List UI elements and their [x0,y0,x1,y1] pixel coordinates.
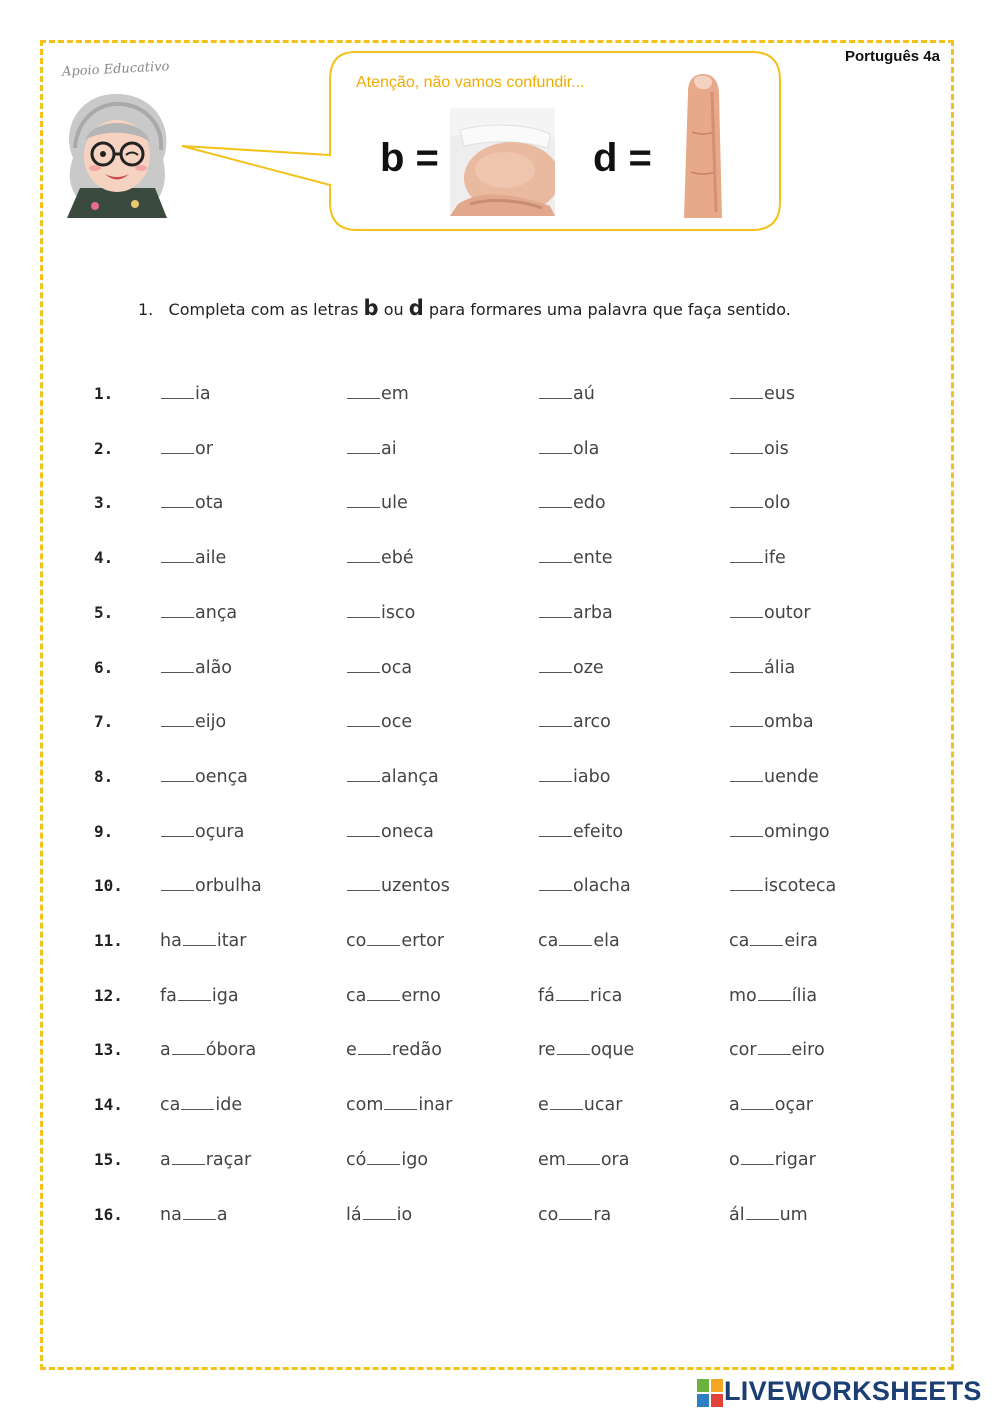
row-number: 1. [94,384,114,403]
word-item [538,658,604,678]
exercise-row [0,1205,1000,1235]
exercise-row [0,1095,1000,1125]
word-suffix: oce [381,712,413,733]
word-suffix: eira [784,931,818,951]
letter-blank[interactable] [539,548,572,563]
letter-blank[interactable] [363,1205,396,1220]
word-suffix: eijo [195,712,227,733]
exercise-row [0,1150,1000,1180]
letter-blank[interactable] [539,384,572,399]
letter-blank[interactable] [741,1095,774,1110]
letter-blank[interactable] [347,876,380,891]
word-suffix: ra [593,1204,612,1225]
word-suffix: ucar [583,1095,623,1116]
word-suffix: aile [195,548,227,569]
word-item [538,767,610,787]
word-item [729,439,789,459]
word-prefix: ca [729,931,750,951]
row-number: 16. [94,1204,123,1224]
word-item [538,1150,629,1170]
word-item [346,712,412,732]
letter-blank[interactable] [367,1150,400,1165]
word-item [160,493,223,513]
exercise-row [0,493,1000,523]
letter-blank[interactable] [730,712,763,727]
word-prefix: na [160,1204,182,1225]
word-suffix: rica [589,985,623,1006]
word-item [538,876,631,896]
row-number: 7. [94,712,114,732]
word-item [346,493,408,513]
letter-blank[interactable] [539,822,572,837]
row-number: 10. [94,876,123,896]
word-suffix: ília [791,985,818,1006]
word-prefix: a [729,1095,740,1116]
word-item [160,439,213,459]
letter-blank[interactable] [161,493,194,508]
finger-icon [682,72,724,218]
word-prefix: a [160,1149,171,1170]
word-suffix: ide [215,1095,243,1116]
word-item [160,1040,256,1060]
letter-blank[interactable] [183,1205,216,1220]
word-item [160,548,226,568]
letter-blank[interactable] [730,876,763,891]
letter-blank[interactable] [347,548,380,563]
word-item [160,1205,228,1225]
word-suffix: ela [593,931,620,951]
letter-blank[interactable] [730,767,763,782]
word-suffix: oze [573,657,604,678]
word-item [538,1095,622,1115]
word-item [729,384,795,404]
exercise-row [0,384,1000,414]
letter-blank[interactable] [559,931,592,946]
word-suffix: ente [573,548,613,569]
word-item [346,822,434,842]
letter-blank[interactable] [347,384,380,399]
word-prefix: lá [346,1204,362,1225]
word-item [729,876,836,896]
word-item [538,548,613,568]
word-item [538,384,595,404]
word-suffix: ai [381,438,397,459]
word-item [538,603,613,623]
letter-blank[interactable] [559,1205,592,1220]
word-item [160,384,211,404]
letter-blank[interactable] [539,767,572,782]
letter-blank[interactable] [181,1095,214,1110]
word-suffix: io [396,1204,413,1225]
word-item [346,1205,412,1225]
word-item [160,931,246,951]
word-suffix: orbulha [195,876,262,897]
word-prefix: ca [346,985,367,1006]
word-item [346,767,439,787]
word-prefix: re [538,1040,556,1061]
word-suffix: eiro [791,1040,825,1061]
instruction [138,296,791,320]
word-item [729,931,818,951]
letter-blank[interactable] [567,1150,600,1165]
word-suffix: oçura [195,821,245,842]
row-number: 6. [94,657,114,677]
row-number: 9. [94,821,114,841]
letter-b: b [363,296,379,320]
word-suffix: rigar [774,1149,816,1170]
word-suffix: iabo [573,766,611,787]
letter-d: d [408,296,424,320]
letter-blank[interactable] [347,712,380,727]
instruction-text-1: Completa com as letras [168,300,359,319]
row-number: 4. [94,548,114,568]
liveworksheets-logo-text: LIVEWORKSHEETS [724,1376,982,1406]
letter-blank[interactable] [384,1095,417,1110]
letter-blank[interactable] [730,493,763,508]
letter-blank[interactable] [161,876,194,891]
word-item [346,603,415,623]
word-item [346,1150,428,1170]
letter-blank[interactable] [178,986,211,1001]
word-suffix: ança [195,602,238,623]
word-item [538,986,622,1006]
word-suffix: ália [764,657,796,678]
letter-blank[interactable] [557,1040,590,1055]
letter-blank[interactable] [750,931,783,946]
word-item [729,712,814,732]
word-suffix: aú [573,384,595,404]
letter-blank[interactable] [758,986,791,1001]
word-suffix: em [381,384,409,404]
letter-blank[interactable] [367,986,400,1001]
exercise-row [0,767,1000,797]
word-item [160,1150,251,1170]
word-item [538,712,611,732]
exercise-row [0,876,1000,906]
word-prefix: cor [729,1040,757,1061]
word-item [729,986,817,1006]
word-suffix: erno [401,985,441,1006]
letter-blank[interactable] [161,548,194,563]
word-suffix: inar [418,1095,453,1116]
letter-blank[interactable] [746,1205,779,1220]
word-item [346,548,414,568]
exercise-row [0,603,1000,633]
letter-blank[interactable] [161,658,194,673]
letter-blank[interactable] [347,822,380,837]
letter-blank[interactable] [730,603,763,618]
row-number: 2. [94,438,114,458]
letter-blank[interactable] [730,439,763,454]
instruction-number: 1. [138,300,154,319]
word-suffix: isco [381,602,416,623]
word-item [729,493,790,513]
word-item [729,603,811,623]
letter-blank[interactable] [347,767,380,782]
word-item [538,1205,611,1225]
word-item [160,603,237,623]
word-suffix: ule [381,493,408,514]
letter-blank[interactable] [358,1040,391,1055]
letter-blank[interactable] [161,822,194,837]
word-item [729,548,786,568]
letter-blank[interactable] [539,712,572,727]
word-item [346,1040,442,1060]
word-item [160,712,226,732]
subject-label: Português 4a [844,48,940,65]
word-suffix: um [779,1204,808,1225]
word-suffix: iscoteca [764,876,837,897]
word-suffix: alão [195,657,233,678]
letter-blank[interactable] [730,658,763,673]
word-item [729,1205,808,1225]
word-item [538,493,606,513]
word-suffix: omingo [764,821,830,842]
word-suffix: iga [211,985,239,1006]
exercise-row [0,986,1000,1016]
word-prefix: a [160,1040,171,1061]
row-number: 13. [94,1040,123,1060]
word-suffix: raçar [205,1149,252,1170]
letter-blank[interactable] [730,822,763,837]
word-item [538,439,599,459]
word-item [346,986,441,1006]
exercise-row [0,1040,1000,1070]
word-prefix: e [346,1040,357,1061]
d-equals-label: d = [593,136,652,180]
letter-blank[interactable] [172,1150,205,1165]
letter-blank[interactable] [347,439,380,454]
word-item [160,986,239,1006]
word-prefix: em [538,1149,566,1170]
word-item [729,822,830,842]
row-number: 14. [94,1095,123,1115]
row-number: 12. [94,985,123,1005]
word-suffix: ia [195,384,211,404]
liveworksheets-logo-icon [697,1379,723,1407]
exercise-row [0,931,1000,961]
word-suffix: óbora [205,1040,257,1061]
letter-blank[interactable] [161,439,194,454]
letter-blank[interactable] [172,1040,205,1055]
letter-blank[interactable] [347,658,380,673]
letter-blank[interactable] [539,493,572,508]
word-suffix: oçar [774,1095,813,1116]
word-suffix: ois [764,438,789,459]
word-prefix: ca [160,1095,181,1116]
instruction-text-3: para formares uma palavra que faça sentido. [428,300,791,319]
word-item [160,876,262,896]
word-prefix: co [346,931,367,951]
word-suffix: outor [764,602,811,623]
letter-blank[interactable] [367,931,400,946]
word-suffix: alança [381,766,439,787]
letter-blank[interactable] [539,439,572,454]
brand-label: Apoio Educativo [61,59,170,80]
word-item [729,1040,825,1060]
word-item [346,439,397,459]
word-item [729,658,795,678]
exercise-row [0,439,1000,469]
letter-blank[interactable] [539,876,572,891]
word-suffix: uende [764,766,819,787]
word-item [346,384,409,404]
row-number: 8. [94,766,114,786]
pregnant-belly-icon [450,108,555,216]
word-prefix: mo [729,985,757,1006]
letter-blank[interactable] [539,603,572,618]
bubble-title: Atenção, não vamos confundir... [356,74,585,91]
row-number: 11. [94,931,123,950]
word-suffix: ife [764,548,786,569]
letter-blank[interactable] [347,603,380,618]
letter-blank[interactable] [539,658,572,673]
letter-blank[interactable] [556,986,589,1001]
word-suffix: igo [401,1149,429,1170]
word-prefix: e [538,1095,549,1116]
word-item [160,1095,242,1115]
word-suffix: uzentos [381,876,450,897]
word-item [538,822,623,842]
word-suffix: edo [573,493,606,514]
letter-blank[interactable] [183,931,216,946]
word-prefix: co [538,1204,559,1225]
word-suffix: arba [573,602,613,623]
word-suffix: a [216,1204,228,1225]
word-suffix: redão [391,1040,442,1061]
word-prefix: có [346,1149,367,1170]
word-prefix: com [346,1095,384,1116]
letter-blank[interactable] [347,493,380,508]
word-prefix: ha [160,931,182,951]
word-suffix: eus [764,384,795,404]
word-suffix: ertor [401,931,445,951]
word-suffix: oneca [381,821,434,842]
letter-blank[interactable] [161,712,194,727]
word-prefix: ál [729,1204,745,1225]
word-suffix: ora [600,1149,630,1170]
word-prefix: ca [538,931,559,951]
letter-blank[interactable] [161,603,194,618]
word-suffix: arco [573,712,611,733]
word-item [160,822,244,842]
word-prefix: fá [538,985,555,1006]
row-number: 15. [94,1149,123,1169]
letter-blank[interactable] [741,1150,774,1165]
word-item [160,767,248,787]
row-number: 5. [94,602,114,622]
b-equals-label: b = [380,136,439,180]
word-prefix: fa [160,985,177,1006]
word-item [346,658,412,678]
letter-blank[interactable] [161,767,194,782]
word-item [729,1095,813,1115]
word-item [729,1150,816,1170]
word-suffix: efeito [573,821,624,842]
word-item [346,1095,452,1115]
word-suffix: oque [590,1040,635,1061]
word-item [538,1040,634,1060]
letter-blank[interactable] [161,384,194,399]
letter-blank[interactable] [730,384,763,399]
word-suffix: ota [195,493,224,514]
word-suffix: itar [216,931,247,951]
word-suffix: olo [764,493,791,514]
word-suffix: olacha [573,876,631,897]
word-item [538,931,620,951]
word-item [346,876,450,896]
letter-blank[interactable] [730,548,763,563]
word-item [346,931,444,951]
word-item [160,658,232,678]
row-number: 3. [94,493,114,513]
word-item [729,767,819,787]
word-suffix: oença [195,766,248,787]
word-suffix: ola [573,438,600,459]
exercise-row [0,548,1000,578]
exercise-row [0,822,1000,852]
word-suffix: ebé [381,548,414,569]
word-suffix: or [195,438,213,459]
exercise-row [0,658,1000,688]
instruction-text-2: ou [383,300,404,319]
letter-blank[interactable] [550,1095,583,1110]
word-suffix: oca [381,657,413,678]
exercise-row [0,712,1000,742]
word-suffix: omba [764,712,814,733]
letter-blank[interactable] [758,1040,791,1055]
word-prefix: o [729,1149,740,1170]
